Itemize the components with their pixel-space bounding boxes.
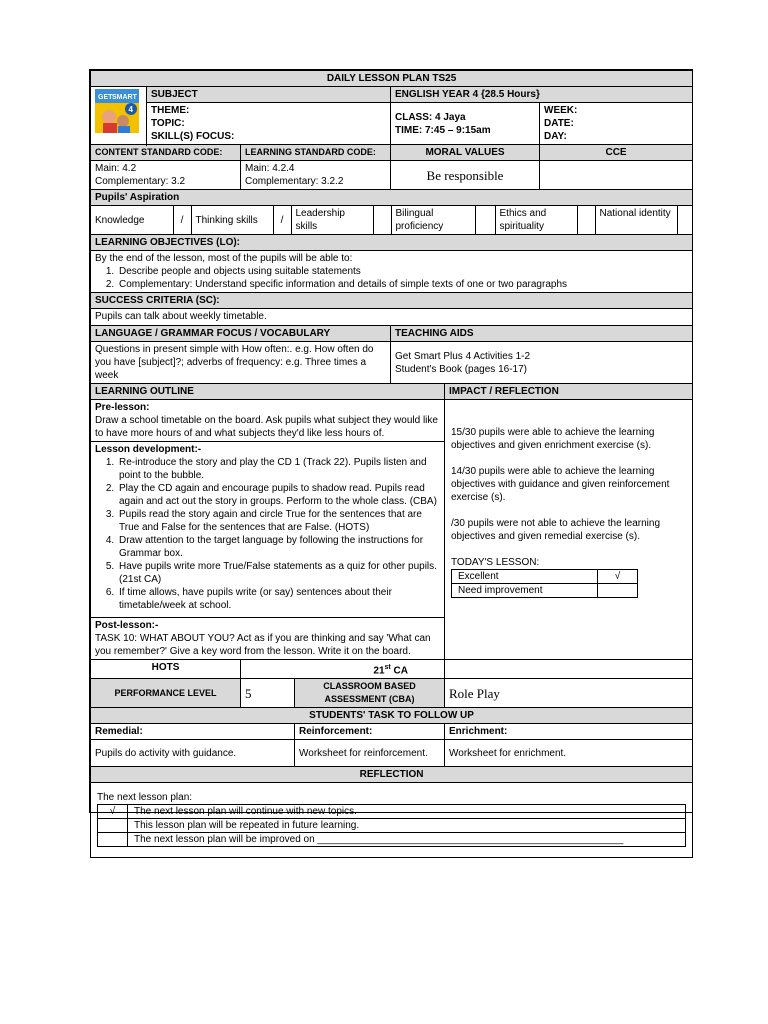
aspiration-leadership: Leadership skills (291, 206, 373, 234)
today-lesson-table (451, 569, 638, 598)
outline-label: LEARNING OUTLINE (91, 384, 445, 400)
objectives-intro: By the end of the lesson, most of the pupils will be able to: (95, 253, 353, 264)
reflection-mark: √ (98, 805, 128, 819)
remedial-label: Remedial: (91, 724, 295, 740)
ca-label: 21st CA (241, 660, 445, 679)
cce-value (540, 161, 693, 190)
week-date-day-cell (540, 103, 693, 145)
performance-level-label: PERFORMANCE LEVEL (91, 679, 241, 708)
aspiration-national-mark (677, 206, 695, 234)
learning-main: Main: 4.2.4 (245, 163, 295, 174)
aspiration-bilingual: Bilingual proficiency (391, 206, 475, 234)
impact-label: IMPACT / REFLECTION (445, 384, 693, 400)
development-step: 2. Play the CD again and encourage pupils to shadow read. Pupils read again and act out the story in groups. Perform to the whole class. (CBA) (117, 482, 440, 508)
reflection-mark (98, 833, 128, 847)
objectives-label: LEARNING OBJECTIVES (LO): (91, 235, 693, 251)
teaching-aids-text (391, 342, 693, 384)
subject-value: ENGLISH YEAR 4 {28.5 Hours} (391, 87, 693, 103)
reinforcement-label: Reinforcement: (295, 724, 445, 740)
language-text: Questions in present simple with How often:. e.g. How often do you have [subject]?; adverbs of frequency: e.g. Three times a week (91, 342, 391, 384)
objectives-list (95, 265, 688, 291)
aspiration-thinking: Thinking skills (191, 206, 273, 234)
class-label: CLASS: 4 Jaya (395, 111, 466, 123)
impact-body (445, 400, 693, 660)
post-lesson-label: Post-lesson:- (95, 620, 159, 631)
today-need-improvement: Need improvement (452, 584, 598, 598)
today-lesson-label: TODAY'S LESSON: (451, 557, 540, 568)
pre-lesson (91, 400, 445, 442)
objective-item: 2. Complementary: Understand specific information and details of simple texts of one or two paragraphs (117, 278, 688, 291)
aspiration-label: Pupils' Aspiration (91, 190, 693, 206)
document-title: DAILY LESSON PLAN TS25 (91, 71, 693, 87)
time-label: TIME: 7:45 – 9:15am (395, 124, 491, 136)
development-step: 3. Pupils read the story again and circle True for the sentences that are True and False for the sentences that are False. (HOTS) (117, 508, 440, 534)
aspiration-knowledge: Knowledge (91, 206, 173, 234)
teaching-aid-2: Student's Book (pages 16-17) (395, 363, 527, 375)
aspiration-ethics: Ethics and spirituality (495, 206, 577, 234)
pre-lesson-text: Draw a school timetable on the board. Ask pupils what subject they would like to have more hours of and what subjects they'd like less hours of. (95, 415, 438, 439)
impact-reinforcement: 14/30 pupils were able to achieve the learning objectives with guidance and given reinforcement exercise (s). (451, 466, 670, 503)
aspiration-row (91, 206, 693, 235)
learning-comp: Complementary: 3.2.2 (245, 176, 344, 187)
aspiration-knowledge-mark: / (173, 206, 191, 234)
lesson-development-list (95, 456, 440, 612)
cce-label: CCE (540, 145, 693, 161)
reflection-label: REFLECTION (91, 767, 693, 783)
svg-text:SMART: SMART (112, 94, 137, 101)
success-label: SUCCESS CRITERIA (SC): (91, 293, 693, 309)
objective-item: 1. Describe people and objects using suitable statements (117, 265, 688, 278)
moral-value: Be responsible (391, 161, 540, 190)
objectives-body (91, 251, 693, 293)
enrichment-text: Worksheet for enrichment. (445, 740, 693, 767)
teaching-aids-label: TEACHING AIDS (391, 326, 693, 342)
aspiration-ethics-mark (577, 206, 595, 234)
day-label: DAY: (544, 131, 567, 142)
theme-label: THEME: (151, 105, 190, 116)
today-excellent-mark: √ (598, 570, 638, 584)
svg-text:4: 4 (128, 105, 133, 114)
teaching-aid-1: Get Smart Plus 4 Activities 1-2 (395, 350, 531, 362)
cba-label: CLASSROOM BASED ASSESSMENT (CBA) (295, 679, 445, 708)
reflection-mark (98, 819, 128, 833)
lesson-development-label: Lesson development:- (95, 444, 202, 455)
topic-label: TOPIC: (151, 118, 185, 129)
today-need-improvement-mark (598, 584, 638, 598)
today-excellent: Excellent (452, 570, 598, 584)
impact-enrichment: 15/30 pupils were able to achieve the learning objectives and given enrichment exercise (s). (451, 427, 655, 451)
lesson-plan-table (90, 70, 693, 858)
reflection-table (97, 804, 686, 847)
content-main: Main: 4.2 (95, 163, 137, 174)
performance-level-value: 5 (241, 679, 295, 708)
enrichment-label: Enrichment: (445, 724, 693, 740)
content-comp: Complementary: 3.2 (95, 176, 186, 187)
aspiration-national: National identity (595, 206, 677, 234)
class-time-cell (391, 103, 540, 145)
lesson-plan-document (89, 69, 693, 846)
cba-value: Role Play (445, 679, 693, 708)
pre-lesson-label: Pre-lesson: (95, 402, 150, 413)
date-label: DATE: (544, 118, 574, 129)
lesson-development (91, 442, 445, 618)
skills-label: SKILL(S) FOCUS: (151, 131, 235, 142)
reflection-option: The next lesson plan will be improved on _______________________________________________________ (128, 833, 686, 847)
reflection-body (91, 783, 693, 858)
week-label: WEEK: (544, 105, 578, 116)
ca-value (445, 660, 693, 679)
reflection-intro: The next lesson plan: (97, 792, 193, 804)
book-cover (91, 87, 147, 145)
development-step: 4. Draw attention to the target language by following the instructions for Grammar box. (117, 534, 440, 560)
hots-label: HOTS (91, 660, 241, 679)
content-standard-value (91, 161, 241, 190)
remedial-text: Pupils do activity with guidance. (91, 740, 295, 767)
aspiration-bilingual-mark (475, 206, 495, 234)
development-step: 1. Re-introduce the story and play the CD 1 (Track 22). Pupils listen and point to the bubble. (117, 456, 440, 482)
aspiration-leadership-mark (373, 206, 391, 234)
post-lesson-text: TASK 10: WHAT ABOUT YOU? Act as if you are thinking and say 'What can you remember?' Give a key word from the lesson. Write it on the board. (95, 633, 431, 657)
reflection-option: This lesson plan will be repeated in future learning. (128, 819, 686, 833)
followup-label: STUDENTS' TASK TO FOLLOW UP (91, 708, 693, 724)
moral-values-label: MORAL VALUES (391, 145, 540, 161)
content-standard-label: CONTENT STANDARD CODE: (91, 145, 241, 161)
reflection-option: The next lesson plan will continue with new topics. (128, 805, 686, 819)
post-lesson (91, 618, 445, 660)
svg-text:GET: GET (98, 94, 113, 101)
theme-topic-skills (147, 103, 391, 145)
aspiration-thinking-mark: / (273, 206, 291, 234)
impact-remedial: /30 pupils were not able to achieve the learning objectives and given remedial exercise (s). (451, 518, 661, 542)
learning-standard-value (241, 161, 391, 190)
reinforcement-text: Worksheet for reinforcement. (295, 740, 445, 767)
success-text: Pupils can talk about weekly timetable. (91, 309, 693, 326)
development-step: 5. Have pupils write more True/False statements as a quiz for other pupils. (21st CA) (117, 560, 440, 586)
learning-standard-label: LEARNING STANDARD CODE: (241, 145, 391, 161)
language-label: LANGUAGE / GRAMMAR FOCUS / VOCABULARY (91, 326, 391, 342)
subject-label: SUBJECT (147, 87, 391, 103)
book-cover-icon (95, 89, 139, 133)
development-step: 6. If time allows, have pupils write (or say) sentences about their timetable/week at school. (117, 586, 440, 612)
